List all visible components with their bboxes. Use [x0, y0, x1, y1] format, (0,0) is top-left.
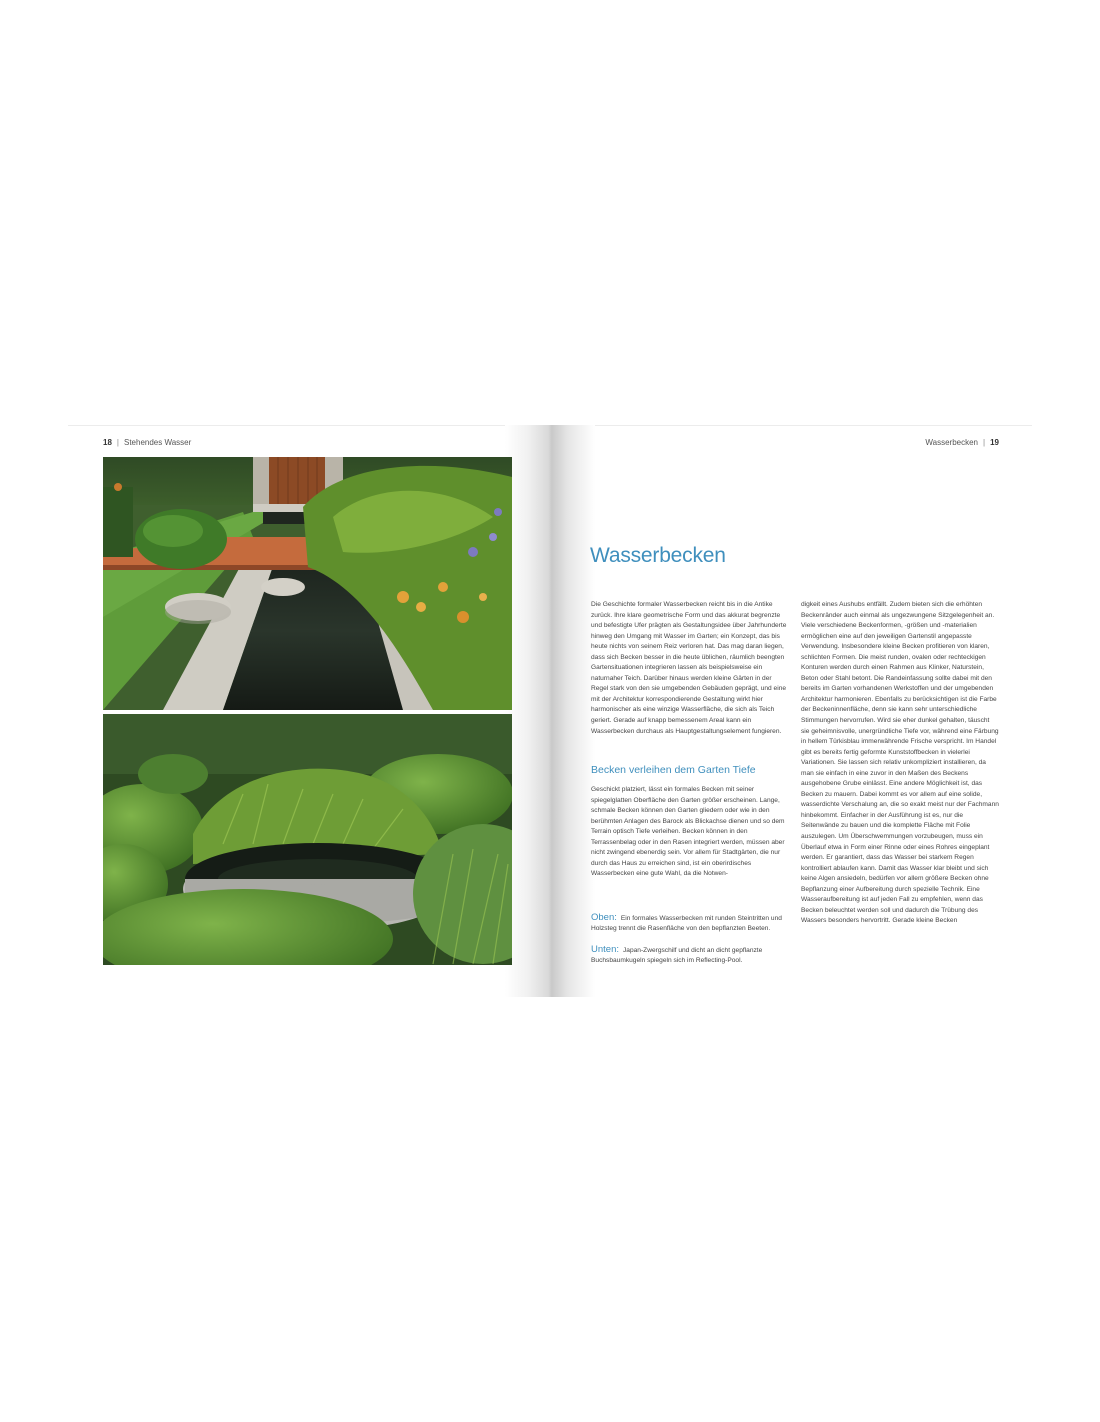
- running-head-separator: |: [983, 438, 986, 447]
- book-gutter: [505, 425, 595, 997]
- caption-label-top: Oben:: [591, 912, 617, 923]
- running-head-left: [103, 438, 191, 447]
- page-number-left: 18: [103, 438, 112, 447]
- article-subheading: Becken verleihen dem Garten Tiefe: [591, 764, 756, 776]
- caption-top: [591, 913, 791, 934]
- caption-label-bottom: Unten:: [591, 944, 619, 955]
- running-head-right: [925, 438, 999, 447]
- caption-text-top: Ein formales Wasserbecken mit runden Steintritten und Holzsteg trennt die Rasenfläche von den bepflanzten Beeten.: [591, 915, 782, 932]
- caption-text-bottom: Japan-Zwergschilf und dicht an dicht gepflanzte Buchsbaumkugeln spiegeln sich im Reflecting-Pool.: [591, 947, 763, 964]
- running-head-separator: |: [116, 438, 119, 447]
- body-paragraph: digkeit eines Aushubs entfällt. Zudem bieten sich die erhöhten Beckenränder auch einmal als ungezwungene Sitzgelegenheit an. Viele verschiedene Beckenformen, -größen und -materialien ermöglichen eine auf den jeweiligen Gartenstil angepasste Verwendung. Insbesondere kleine Becken profitieren von klaren, schlichten Formen. Die meist runden, ovalen oder rechteckigen Konturen werden durch einen Rahmen aus Klinker, Naturstein, Beton oder Stahl betont. Die Randeinfassung sollte dabei mit den bereits im Garten vorhandenen Werkstoffen und der umgebenden Architektur harmonieren. Ebenfalls zu berücksichtigen ist die Farbe der Beckeninnenfläche, denn sie kann sehr unterschiedliche Stimmungen hervorrufen. Wird sie eher dunkel gehalten, täuscht sie geheimnisvolle, unergründliche Tiefe vor, während eine Färbung in hellem Türkisblau immerwährende Frische verspricht. Im Handel gibt es bereits fertig geformte Kunststoffbecken in vielerlei Variationen. Sie lassen sich relativ unkompliziert installieren, da man sie einfach in eine zuvor in den Maßen des Beckens ausgehobene Grube einlässt. Eine andere Möglichkeit ist, das Becken zu mauern. Dabei kommt es vor allem auf eine solide, wasserdichte Verschalung an, die so exakt meist nur der Fachmann hinbekommt. Einfacher in der Ausführung ist es, nur die Seitenwände zu bauen und die komplette Fläche mit Folie auszulegen. Um Überschwemmungen vorzubeugen, muss ein Überlauf etwa in Form einer Rinne oder eines Rohres eingeplant werden. Er garantiert, dass das Wasser bei starkem Regen kontrolliert ablaufen kann. Damit das Wasser klar bleibt und sich keine Algen ansiedeln, bedürfen vor allem größere Becken ohne Bepflanzung einer Aufbereitung durch spezielle Technik. Eine Wasseraufbereitung ist auf jeden Fall zu empfehlen, wenn das Becken beleuchtet werden soll und dadurch die Trübung des Wassers besonders hervortritt. Gerade kleine Becken: [801, 601, 999, 925]
- photo-formal-pool: [103, 457, 512, 710]
- caption-bottom: [591, 945, 791, 966]
- intro-paragraph: Die Geschichte formaler Wasserbecken reicht bis in die Antike zurück. Ihre klare geometrische Form und das akkurat begrenzte und befestigte Ufer prägten als Gestaltungsidee über Jahrhunderte hinweg den Umgang mit Wasser im Garten; ein Konzept, das bis heute nichts von seinem Reiz verloren hat. Das mag daran liegen, dass sich Becken besser in die heute üblichen, räumlich beengten Gartensituationen integrieren lassen als beispielsweise ein naturnaher Teich. Darüber hinaus werden kleine Gärten in der Regel stark von den sie umgebenden Gebäuden geprägt, und eine mit der Architektur korrespondierende Gestaltung wirkt hier harmonischer als eine winzige Wasserfläche, die sich als Teich geriert. Gerade auf knapp bemessenem Areal kann ein Wasserbecken durchaus als Hauptgestaltungselement fungieren.: [591, 601, 787, 735]
- article-intro: [591, 600, 789, 737]
- article-body-column-2: [801, 600, 999, 927]
- article-title: Wasserbecken: [590, 544, 726, 567]
- body-paragraph: Geschickt platziert, lässt ein formales Becken mit seiner spiegelglatten Oberfläche den Garten größer erscheinen. Lange, schmale Becken können den Garten gliedern oder wie in den berühmten Anlagen des Barock als Blickachse dienen und so dem Terrain optisch Tiefe verleihen. Becken können in den Terrassenbelag oder in den Rasen integriert werden, müssen aber nicht zwingend ebenerdig sein. Vor allem für Stadtgärten, die nur durch das Haus zu erreichen sind, ist ein oberirdisches Wasserbecken eine gute Wahl, da die Notwen-: [591, 786, 785, 878]
- chapter-title: Stehendes Wasser: [123, 438, 192, 447]
- photo-reflecting-pool: [103, 714, 512, 965]
- article-body-column-1: [591, 785, 789, 880]
- section-title: Wasserbecken: [925, 438, 979, 447]
- page-number-right: 19: [990, 438, 999, 447]
